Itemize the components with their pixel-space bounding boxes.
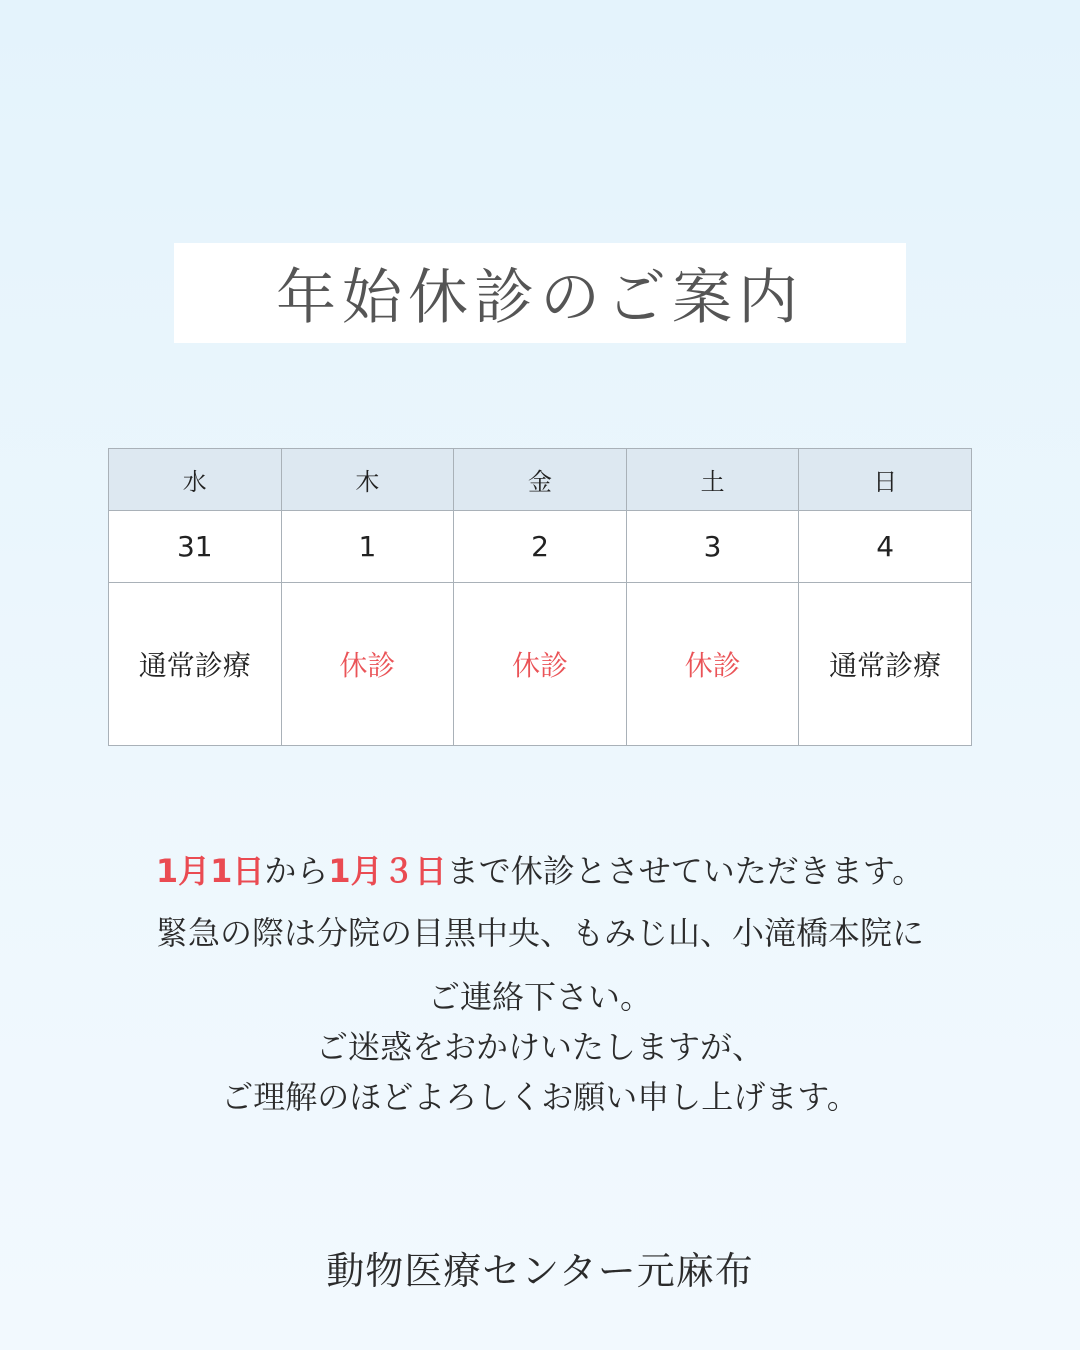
- closure-start-date: 1月1日: [155, 852, 265, 890]
- clinic-name: 動物医療センター元麻布: [326, 1249, 754, 1293]
- date-cell: 2: [454, 511, 627, 583]
- weekday-cell: 金: [454, 449, 627, 511]
- status-cell-closed: 休診: [454, 583, 627, 746]
- date-cell: 1: [281, 511, 454, 583]
- notice-line-4: ご迷惑をおかけいたしますが、: [315, 1028, 764, 1066]
- page-title: 年始休診のご案内: [276, 263, 804, 333]
- notice-line-3: ご連絡下さい。: [427, 978, 652, 1016]
- date-cell: 3: [626, 511, 799, 583]
- weekday-cell: 日: [799, 449, 972, 511]
- notice-line-2: 緊急の際は分院の目黒中央、もみじ山、小滝橋本院に: [155, 914, 924, 952]
- status-row: [109, 583, 972, 746]
- date-row: [109, 511, 972, 583]
- weekday-cell: 土: [626, 449, 799, 511]
- date-cell: 4: [799, 511, 972, 583]
- notice-line-1: [60, 846, 1020, 892]
- notice-line-5: ご理解のほどよろしくお願い申し上げます。: [221, 1078, 859, 1116]
- status-cell-open: 通常診療: [799, 583, 972, 746]
- weekday-cell: 水: [109, 449, 282, 511]
- status-cell-closed: 休診: [281, 583, 454, 746]
- weekday-cell: 木: [281, 449, 454, 511]
- title-box: [174, 243, 906, 343]
- schedule-table: [108, 448, 972, 746]
- date-cell: 31: [109, 511, 282, 583]
- notice-text: から: [264, 852, 329, 890]
- status-cell-open: 通常診療: [109, 583, 282, 746]
- weekday-row: [109, 449, 972, 511]
- closure-end-date: 1月３日: [328, 852, 447, 890]
- notice-text: まで休診とさせていただきます。: [446, 852, 925, 890]
- status-cell-closed: 休診: [626, 583, 799, 746]
